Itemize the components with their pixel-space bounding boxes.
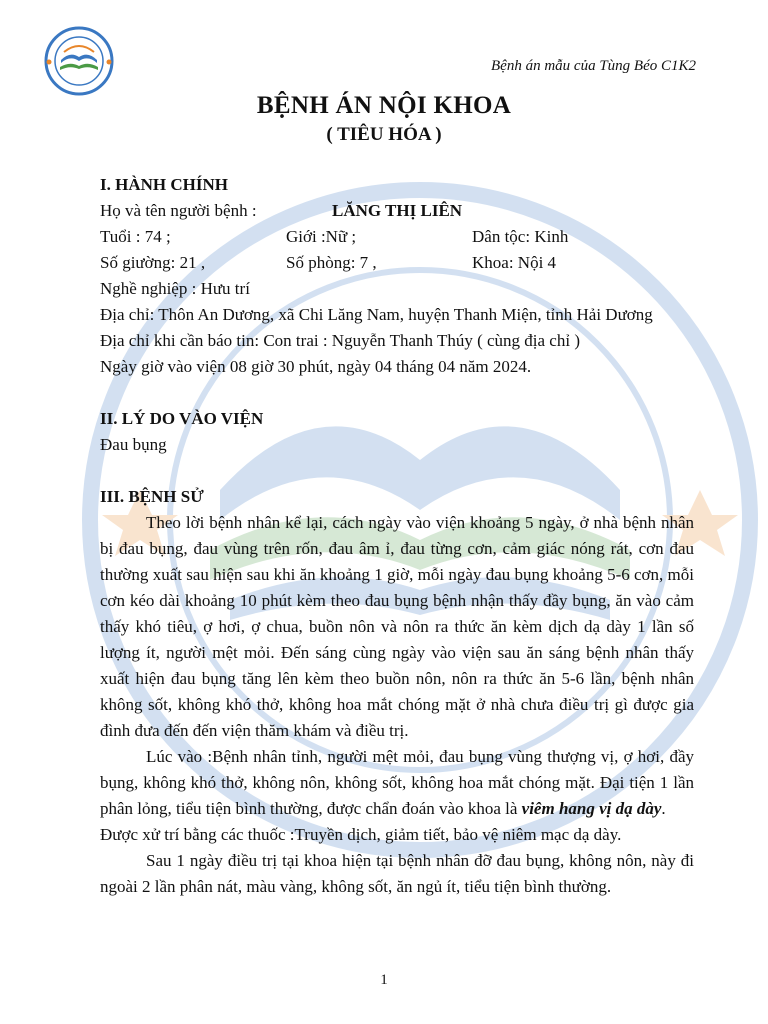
section-heading-reason: II. LÝ DO VÀO VIỆN xyxy=(100,409,264,428)
patient-address: Địa chỉ: Thôn An Dương, xã Chi Lăng Nam, huyện Thanh Miện, tỉnh Hải Dương xyxy=(100,305,653,324)
patient-name-label: Họ và tên người bệnh : xyxy=(100,201,257,220)
location-row xyxy=(100,250,694,276)
history-paragraph-2-text: Lúc vào :Bệnh nhân tỉnh, người mệt mỏi, đau bụng vùng thượng vị, ợ hơi, đầy bụng, không khó thở, không nôn, không sốt, không hoa mắt chóng mặt. Đại tiện 1 lần phân lỏng, tiểu tiện bình thường, được chẩn đoán vào khoa là xyxy=(100,747,694,818)
patient-gender: Giới :Nữ ; xyxy=(286,227,357,246)
university-logo xyxy=(30,24,128,98)
section-heading-administrative: I. HÀNH CHÍNH xyxy=(100,175,228,194)
patient-age: Tuổi : 74 ; xyxy=(100,227,171,246)
document-title: BỆNH ÁN NỘI KHOA xyxy=(256,92,512,119)
history-paragraph-3: Được xử trí bằng các thuốc :Truyền dịch, giảm tiết, bảo vệ niêm mạc dạ dày. xyxy=(100,825,622,844)
admission-time: Ngày giờ vào viện 08 giờ 30 phút, ngày 04 tháng 04 năm 2024. xyxy=(100,357,532,376)
document-subtitle: ( TIÊU HÓA ) xyxy=(326,124,442,145)
section-heading-history: III. BỆNH SỬ xyxy=(100,487,204,506)
admission-reason: Đau bụng xyxy=(100,435,167,454)
emergency-contact: Địa chỉ khi cần báo tin: Con trai : Nguyễn Thanh Thúy ( cùng địa chỉ ) xyxy=(100,331,580,350)
document-body xyxy=(100,172,694,900)
history-paragraph-4: Sau 1 ngày điều trị tại khoa hiện tại bệnh nhân đỡ đau bụng, không nôn, này đi ngoài 2 lần phân nát, màu vàng, không sốt, ăn ngủ ít, tiểu tiện bình thường. xyxy=(100,851,694,896)
room-number: Số phòng: 7 , xyxy=(286,253,377,272)
patient-name-row xyxy=(100,198,694,224)
bed-number: Số giường: 21 , xyxy=(100,253,206,272)
demographics-row xyxy=(100,224,694,250)
history-paragraph-1: Theo lời bệnh nhân kể lại, cách ngày vào viện khoảng 5 ngày, ở nhà bệnh nhân bị đau bụng, đau vùng trên rốn, đau âm ỉ, đau từng cơn, cảm giác nóng rát, cơn đau thường xuất sau hiện sau khi ăn khoảng 1 giờ, mỗi ngày đau bụng khoảng 5-6 cơn, mỗi cơn kéo dài khoảng 10 phút kèm theo đau bụng bệnh nhận thấy đầy bụng, ăn vào cảm thấy khó tiêu, ợ hơi, ợ chua, buồn nôn và nôn ra thức ăn kèm dịch dạ dày 1 lần số lượng ít, người mệt mỏi. Đến sáng cùng ngày vào viện sau ăn sáng bệnh nhân thấy xuất hiện đau bụng tăng lên kèm theo buồn nôn, nôn ra thức ăn 5-6 lần, bệnh nhân không sốt, không khó thở, không hoa mắt chóng mặt ở nhà chưa điều trị gì được gia đình đưa đến đến viện thăm khám và điều trị. xyxy=(100,513,694,740)
header-note: Bệnh án mẫu của Tùng Béo C1K2 xyxy=(491,58,696,74)
diagnosis-text: viêm hang vị dạ dày xyxy=(521,799,662,818)
patient-name-value: LĂNG THỊ LIÊN xyxy=(332,201,463,220)
patient-occupation: Nghề nghiệp : Hưu trí xyxy=(100,279,250,298)
department: Khoa: Nội 4 xyxy=(472,253,557,272)
page-number: 1 xyxy=(380,972,388,988)
patient-ethnicity: Dân tộc: Kinh xyxy=(472,227,569,246)
history-paragraph-2-end: . xyxy=(661,799,666,818)
history-paragraph-2 xyxy=(100,744,694,822)
